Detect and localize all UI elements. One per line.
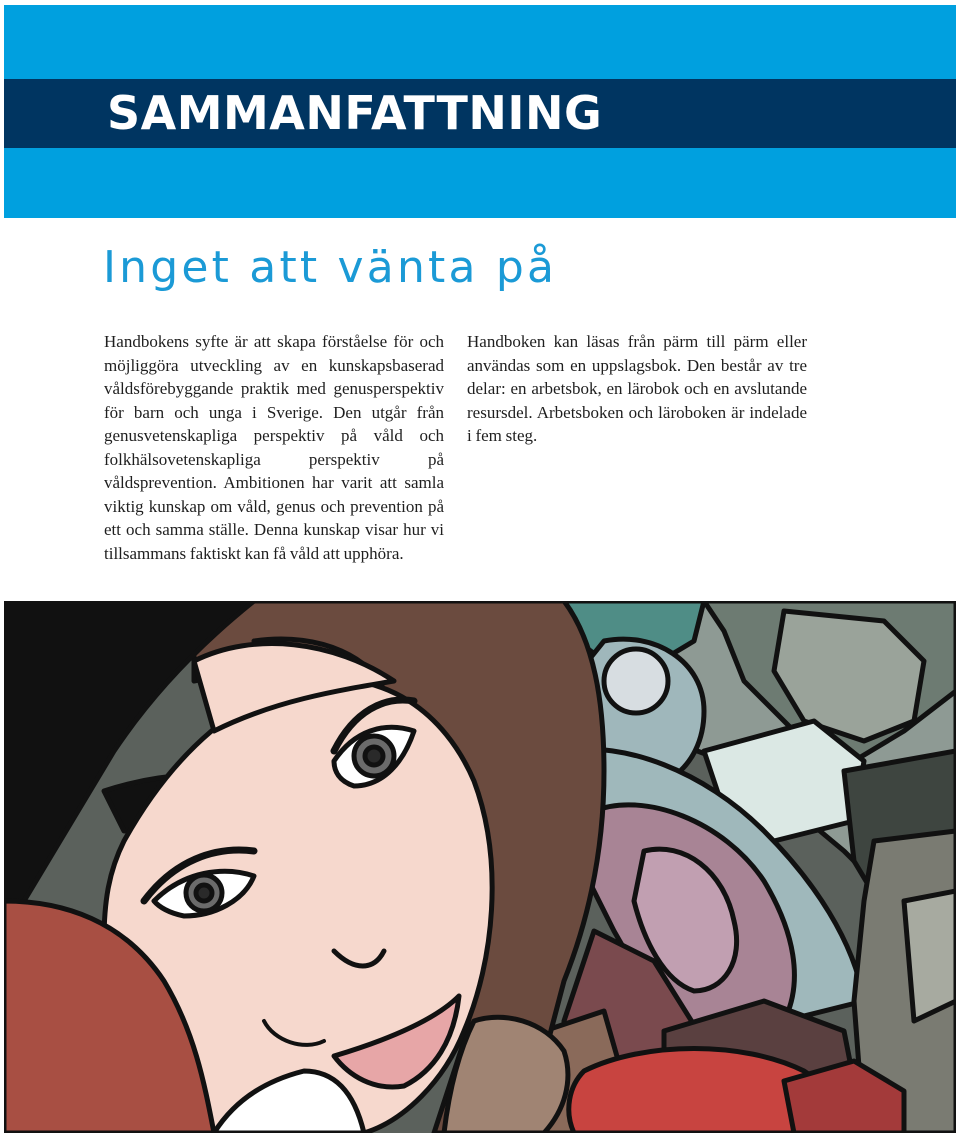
page-headline: Inget att vänta på xyxy=(103,242,558,293)
body-text-left-column: Handbokens syfte är att skapa förståelse för och möjliggöra utveckling av en kunskapsbaserad våldsförebyggande praktik med genusperspektiv för barn och unga i Sverige. Den utgår från genusvetenskapliga perspektiv på våld och folkhälsovetenskapliga perspektiv på våldsprevention. Ambitionen har varit att samla viktig kunskap om våld, genus och prevention på ett och samma ställe. Denna kunskap visar hur vi tillsammans faktiskt kan få våld att upphöra. xyxy=(104,332,444,563)
body-text-right-column: Handboken kan läsas från pärm till pärm eller användas som en uppslagsbok. Den består av tre delar: en arbetsbok, en lärobok och en avslutande resursdel. Arbetsboken och läroboken är indelade i fem steg. xyxy=(467,332,807,445)
girl-portrait-illustration xyxy=(4,601,956,1133)
header-banner-top xyxy=(4,5,956,79)
header-banner-bottom xyxy=(4,148,956,218)
section-title: SAMMANFATTNING xyxy=(107,86,603,140)
